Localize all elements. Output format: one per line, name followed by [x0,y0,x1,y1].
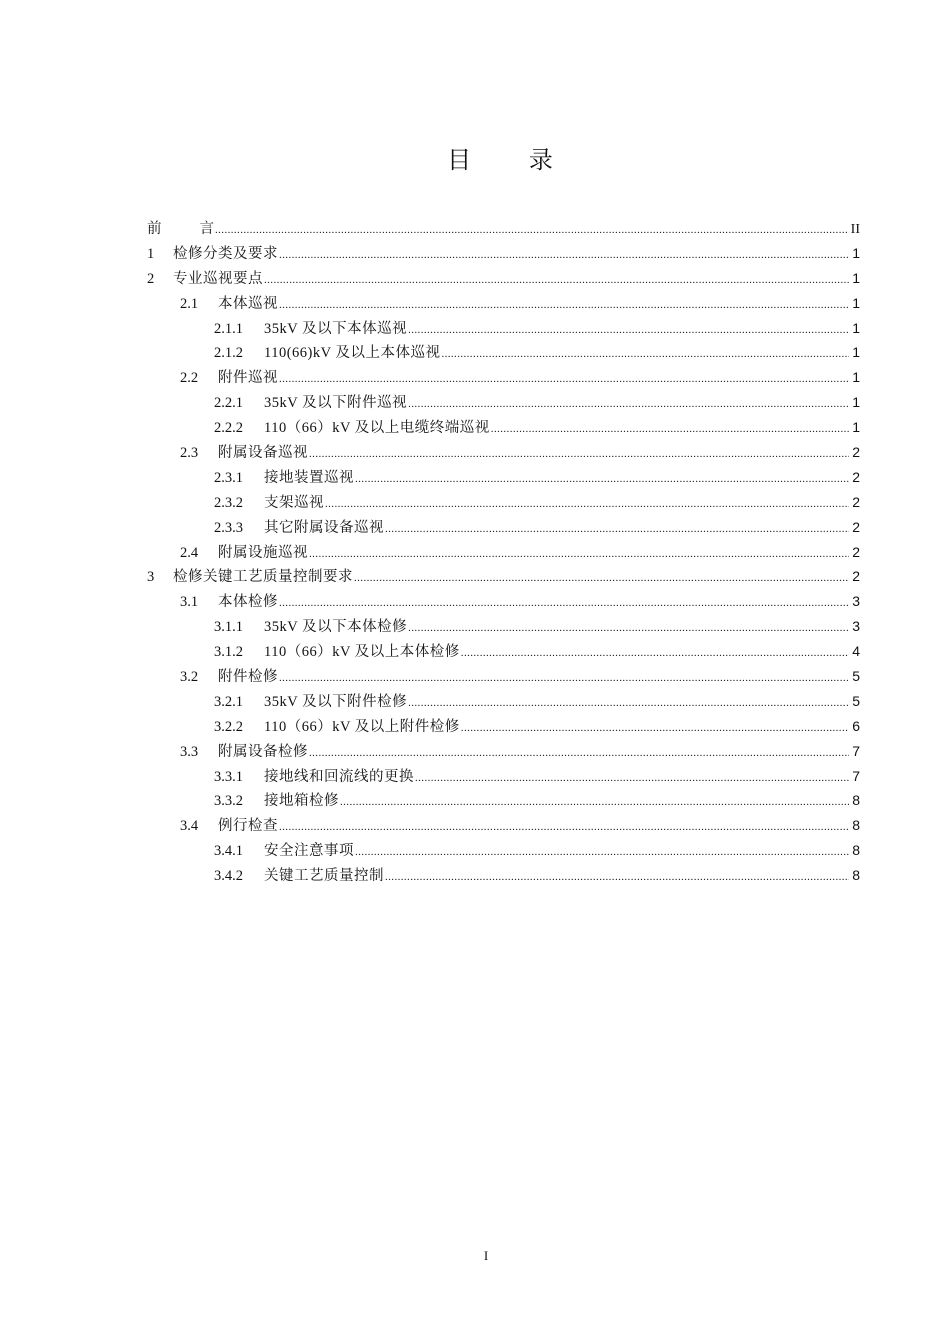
toc-entry[interactable] [147,839,860,864]
toc-page-number: 1 [852,269,860,286]
toc-entry-title: 接地线和回流线的更换 [264,768,414,785]
toc-entry-title: 附属设备巡视 [218,445,308,462]
toc-dot-leader [385,871,849,883]
toc-page-number: 7 [852,742,860,759]
toc-dot-leader [279,597,849,609]
toc-dot-leader [279,373,849,385]
toc-dot-leader [491,423,849,435]
toc-dot-leader [215,224,849,236]
toc-dot-leader [279,249,849,261]
toc-dot-leader [309,747,849,759]
toc-entry-title: 附属设施巡视 [218,544,308,561]
toc-entry[interactable] [147,640,860,665]
toc-page-number: 4 [852,643,860,660]
toc-entry-title: 专业巡视要点 [173,270,263,287]
toc-entry-title: 检修分类及要求 [173,245,278,262]
toc-entry-number: 2.2 [180,370,199,387]
page-number-footer: I [483,1248,489,1263]
toc-entry-number: 2.2.1 [214,395,243,412]
toc-page-number: II [850,222,860,237]
toc-page-number: 2 [852,444,860,461]
toc-entry-title: 接地箱检修 [264,793,339,810]
toc-entry-number: 2.2.2 [214,420,243,437]
toc-page-number: 8 [852,867,860,884]
toc-page-number: 8 [852,842,860,859]
toc-entry[interactable] [147,317,860,342]
table-of-contents [147,217,860,889]
toc-entry-number: 2.1 [180,295,199,312]
toc-entry-number: 2.1.1 [214,320,243,337]
toc-entry[interactable] [147,814,860,839]
toc-entry-number: 3.4.2 [214,868,243,885]
toc-dot-leader [309,548,849,560]
toc-entry-title: 附件巡视 [218,370,278,387]
toc-page-number: 7 [852,767,860,784]
toc-page-number: 5 [852,692,860,709]
toc-entry-number: 2.3.3 [214,519,243,536]
toc-dot-leader [279,821,849,833]
toc-entry-title: 35kV 及以下附件巡视 [264,395,408,412]
toc-dot-leader [309,448,849,460]
toc-entry-number: 3.1 [180,594,199,611]
toc-entry[interactable] [147,341,860,366]
toc-entry-number: 3.2.2 [214,718,243,735]
toc-entry-number: 3.1.2 [214,644,243,661]
toc-entry-title: 附属设备检修 [218,743,308,760]
toc-entry[interactable] [147,690,860,715]
toc-entry[interactable] [147,715,860,740]
toc-entry-title: 110（66）kV 及以上本体检修 [264,644,460,661]
toc-dot-leader [461,722,849,734]
toc-entry[interactable] [147,391,860,416]
toc-entry-number: 2.3 [180,445,199,462]
toc-dot-leader [408,622,849,634]
toc-dot-leader [441,348,849,360]
toc-entry-number: 2.1.2 [214,345,243,362]
toc-entry-title: 支架巡视 [264,494,324,511]
toc-entry-title: 110（66）kV 及以上电缆终端巡视 [264,420,490,437]
toc-entry-number: 3.3 [180,743,199,760]
toc-dot-leader [408,697,849,709]
toc-entry-title: 安全注意事项 [264,843,354,860]
toc-entry-number: 3 [147,569,155,586]
toc-entry-title: 35kV 及以下本体巡视 [264,320,408,337]
toc-dot-leader [408,324,849,336]
toc-entry-number: 3.4.1 [214,843,243,860]
toc-page-number: 2 [852,518,860,535]
toc-dot-leader [279,672,849,684]
toc-page-number: 8 [852,817,860,834]
toc-entry[interactable] [147,740,860,765]
page-title-char-2: 录 [528,146,553,174]
toc-page-number: 2 [852,493,860,510]
toc-entry[interactable] [147,765,860,790]
toc-entry-title: 35kV 及以下附件检修 [264,693,408,710]
toc-entry-number: 1 [147,245,155,262]
toc-page-number: 8 [852,792,860,809]
toc-entry-number: 2 [147,270,155,287]
toc-entry[interactable] [147,590,860,615]
toc-entry[interactable] [147,466,860,491]
toc-page-number: 3 [852,593,860,610]
toc-page-number: 1 [852,344,860,361]
toc-page-number: 2 [852,543,860,560]
toc-entry-number: 3.2 [180,669,199,686]
toc-entries [147,242,860,889]
toc-entry[interactable] [147,441,860,466]
toc-entry-number: 2.4 [180,544,199,561]
toc-entry-title: 例行检查 [218,818,278,835]
toc-page-number: 1 [852,319,860,336]
toc-entry[interactable] [147,416,860,441]
toc-entry[interactable] [147,615,860,640]
toc-entry[interactable] [147,267,860,292]
toc-page-number: 3 [852,618,860,635]
toc-dot-leader [355,846,849,858]
toc-page-number: 2 [852,468,860,485]
page-title [0,140,950,175]
toc-entry[interactable] [147,565,860,590]
toc-entry[interactable] [147,366,860,391]
toc-entry[interactable] [147,864,860,889]
toc-entry-title: 35kV 及以下本体检修 [264,619,408,636]
toc-entry[interactable] [147,242,860,267]
toc-entry-title: 本体检修 [218,594,278,611]
toc-dot-leader [354,572,849,584]
toc-entry-title: 接地装置巡视 [264,469,354,486]
toc-entry-number: 3.3.2 [214,793,243,810]
toc-preface-left: 前 [147,221,162,237]
toc-entry[interactable] [147,516,860,541]
toc-dot-leader [279,299,849,311]
toc-preface-right: 言 [199,221,214,237]
toc-entry-title: 关键工艺质量控制 [264,868,384,885]
toc-entry-preface[interactable] [147,217,860,242]
toc-entry[interactable] [147,292,860,317]
toc-entry-number: 3.1.1 [214,619,243,636]
toc-dot-leader [355,473,849,485]
toc-entry[interactable] [147,541,860,566]
toc-entry[interactable] [147,789,860,814]
toc-entry-title: 110（66）kV 及以上附件检修 [264,718,460,735]
toc-page-number: 5 [852,668,860,685]
toc-entry-number: 3.2.1 [214,693,243,710]
toc-entry-title: 检修关键工艺质量控制要求 [173,569,353,586]
toc-page-number: 1 [852,369,860,386]
toc-dot-leader [461,647,849,659]
toc-entry-number: 2.3.2 [214,494,243,511]
toc-entry[interactable] [147,491,860,516]
toc-entry-title: 附件检修 [218,669,278,686]
toc-entry-title: 本体巡视 [218,295,278,312]
toc-dot-leader [325,498,849,510]
toc-entry-title: 其它附属设备巡视 [264,519,384,536]
toc-dot-leader [264,274,849,286]
toc-entry-number: 3.4 [180,818,199,835]
toc-page-number: 2 [852,568,860,585]
toc-entry-number: 3.3.1 [214,768,243,785]
toc-page-number: 1 [852,394,860,411]
toc-entry[interactable] [147,665,860,690]
toc-entry-title: 110(66)kV 及以上本体巡视 [264,345,441,362]
toc-dot-leader [340,796,849,808]
toc-page-number: 1 [852,244,860,261]
toc-dot-leader [385,523,849,535]
toc-dot-leader [408,398,849,410]
toc-page-number: 1 [852,419,860,436]
toc-dot-leader [415,772,849,784]
page-title-char-1: 目 [447,146,472,174]
toc-entry-number: 2.3.1 [214,469,243,486]
toc-page-number: 1 [852,294,860,311]
toc-page-number: 6 [852,717,860,734]
